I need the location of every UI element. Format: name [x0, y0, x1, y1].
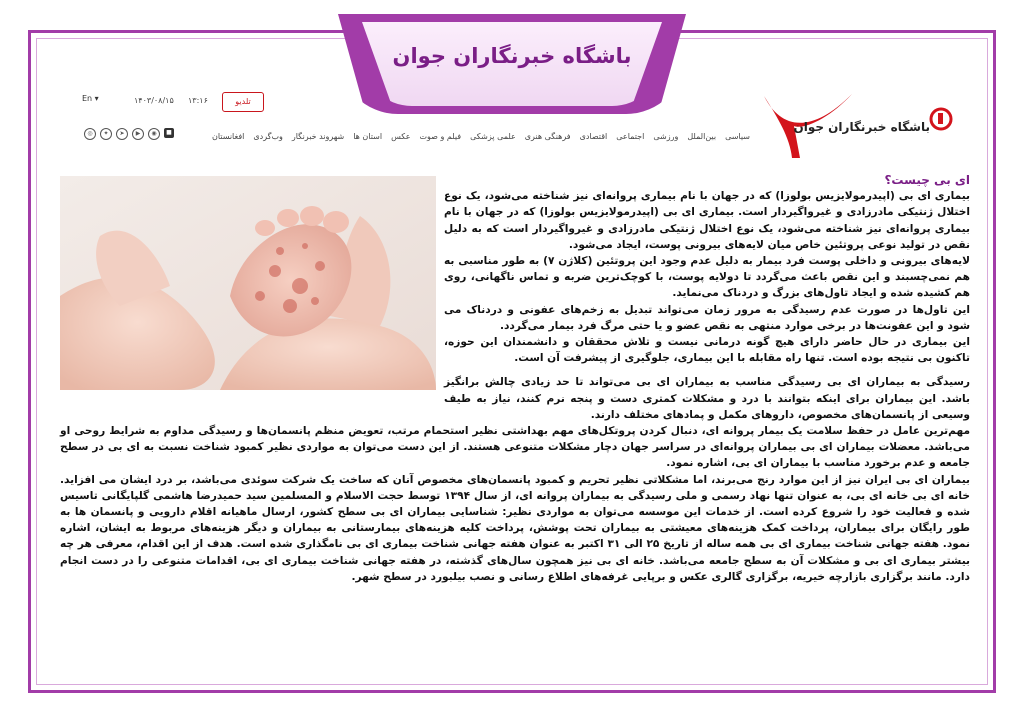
- nav-item-photo[interactable]: عکس: [391, 132, 411, 141]
- top-bar: [60, 92, 280, 112]
- article-paragraph: رسیدگی به بیماران ای بی رسیدگی مناسب به بیماران ای بی می‌تواند تا حد زیادی چالش برانگیز باشد. این بیماران برای اینکه بتوانند با درد و مشکلات کمتری دست و پنجه نرم کنند، نیاز به طیف وسیعی از پانسمان‌های مخصوص، داروهای مکمل و پمادهای مختلف دارند.: [444, 376, 970, 421]
- nav-item-science[interactable]: علمی پزشکی: [470, 132, 516, 141]
- nav-item-web[interactable]: وب‌گردی: [253, 132, 283, 141]
- article-paragraph: بیماران ای بی ایران نیز از این موارد رنج می‌برند، اما مشکلاتی نظیر تحریم و کمبود پانسمان‌های مخصوص آنان که ساخت یک شرکت سوئدی می‌باشد، بر درد ایشان می افزاید. خانه ای بی خانه ای بی، به عنوان تنها نهاد رسمی و ملی رسیدگی به بیماران پروانه ای، از سال ۱۳۹۴ توسط حجت الاسلام و المسلمین سید حمیدرضا هاشمی گلپایگانی تاسیس شده و فعالیت خود را شروع کرده است. از خدمات این موسسه می‌توان به مواردی نظیر: شناسایی بیماران ای بی سطح کشور، ارسال ماهیانه اقلام دارویی و پانسمان ها به طور رایگان برای بیماران، پرداخت کمک هزینه‌های معیشتی به بیماران تحت پوشش، پرداخت کلیه هزینه‌های بیمارستانی به بیماران و دیگر هزینه‌های مربوط به ایشان، اشاره نمود. هفته جهانی شناخت بیماری ای بی همه ساله از تاریخ ۲۵ الی ۳۱ اکتبر به عنوان هفته جهانی شناخت بیماری ای بی نامگذاری شده است. هدف از این اقدام، معرفی هر چه بیشتر بیماری ای بی و مشکلات آن به سطح جامعه می‌باشد. خانه ای بی نیز همچون سال‌های گذشته، در هفته جهانی شناخت بیماری ای بی، اقدامات متنوعی را در دست انجام دارد. مانند برگزاری بازارچه خیریه، برگزاری گالری عکس و برپایی غرفه‌های اطلاع رسانی و نصب بیلبورد در سطح شهر.: [60, 473, 970, 583]
- nav-item-social[interactable]: اجتماعی: [616, 132, 645, 141]
- nav-item-media[interactable]: فیلم و صوت: [419, 132, 462, 141]
- nav-item-citizen[interactable]: شهروند خبرنگار: [291, 132, 345, 141]
- article-heading: ای بی چیست؟: [884, 173, 970, 187]
- nav-item-afghanistan[interactable]: افغانستان: [211, 132, 245, 141]
- nav-item-international[interactable]: بین‌الملل: [687, 132, 717, 141]
- article-paragraph: این بیماری در حال حاضر دارای هیچ گونه درمانی نیست و تلاش محققان و دانشمندان این حوزه، تاکنون بی نتیجه بوده است. تنها راه مقابله با این بیماری، جلوگیری از پیشرفت آن است.: [444, 336, 970, 365]
- article-paragraph: لایه‌های بیرونی و داخلی پوست فرد بیمار به دلیل عدم وجود این پروتئین (کلاژن ۷) به طور مناسبی به هم نمی‌چسبند و این نقص باعث می‌گردد تا دولایه پوست، با کوچک‌ترین ضربه و تماس ناگهانی، روی هم کشیده شده و ایجاد تاول‌های بزرگ و دردناک می‌نماید.: [444, 255, 970, 300]
- article-paragraph: مهم‌ترین عامل در حفظ سلامت یک بیمار پروانه ای، دنبال کردن پروتکل‌های مهم بهداشتی نظیر استحمام مرتب، تعویض منظم پانسمان‌ها و رسیدگی مداوم به شرایط روحی او می‌باشد. معضلات بیماران ای بی بیماران پروانه‌ای در سراسر جهان دچار مشکلات متنوعی هستند. از این دست می‌توان به مواردی نظیر کمبود شناخت نسبت به ای بی در سطح جامعه و عدم برخورد مناسب با بیماران ای بی، اشاره نمود.: [60, 425, 970, 470]
- social-icons: [84, 128, 174, 140]
- nav-item-politics[interactable]: سیاسی: [725, 132, 750, 141]
- banner-title: باشگاه خبرنگاران جوان: [392, 44, 632, 68]
- logo-icon[interactable]: [928, 106, 954, 132]
- telegram-button[interactable]: تلدیو: [222, 92, 264, 112]
- article-paragraph: این تاول‌ها در صورت عدم رسیدگی به مرور زمان می‌تواند تبدیل به زخم‌های عفونی و دردناک می شود و این عفونت‌ها در برخی موارد منتهی به نقص عضو و یا حتی مرگ فرد بیمار می‌گردد.: [444, 303, 970, 332]
- podcast-icon[interactable]: ■: [164, 128, 174, 138]
- aparat-icon[interactable]: ▶: [132, 128, 144, 140]
- instagram-icon[interactable]: ◎: [84, 128, 96, 140]
- site-header: [60, 84, 960, 164]
- telegram-icon[interactable]: ➤: [116, 128, 128, 140]
- language-select[interactable]: En ▾: [82, 94, 99, 103]
- nav-item-culture[interactable]: فرهنگی هنری: [524, 132, 571, 141]
- nav-item-provinces[interactable]: استان ها: [353, 132, 383, 141]
- nav-item-economy[interactable]: اقتصادی: [579, 132, 608, 141]
- main-nav: [212, 132, 750, 141]
- time-text: ۱۳:۱۶: [188, 96, 208, 105]
- rss-icon[interactable]: ◉: [148, 128, 160, 140]
- nav-item-sports[interactable]: ورزشی: [653, 132, 679, 141]
- date-text: ۱۴۰۳/۰۸/۱۵: [134, 96, 174, 105]
- twitter-icon[interactable]: ✦: [100, 128, 112, 140]
- article-paragraph: بیماری ای بی (اپیدرمولایزیس بولوزا) که در جهان با نام بیماری پروانه‌ای نیز شناخته می‌شود، یک نوع اختلال ژنتیکی مادرزادی و غیرواگیردار است. بیماری ای بی (اپیدرمولایزیس بولوزا) که در جهان با نام بیماری پروانه‌ای نیز شناخته می‌شود، یک نوع اختلال ژنتیکی مادرزادی و غیرواگیردار است که به دلیل نقص در تولید نوعی پروتئین خاص میان لایه‌های بیرونی پوست، ایجاد می‌شود.: [444, 190, 970, 251]
- image-float-spacer: [60, 172, 444, 394]
- logo-text: باشگاه خبرنگاران جوان: [793, 120, 930, 134]
- article-body: [60, 172, 970, 622]
